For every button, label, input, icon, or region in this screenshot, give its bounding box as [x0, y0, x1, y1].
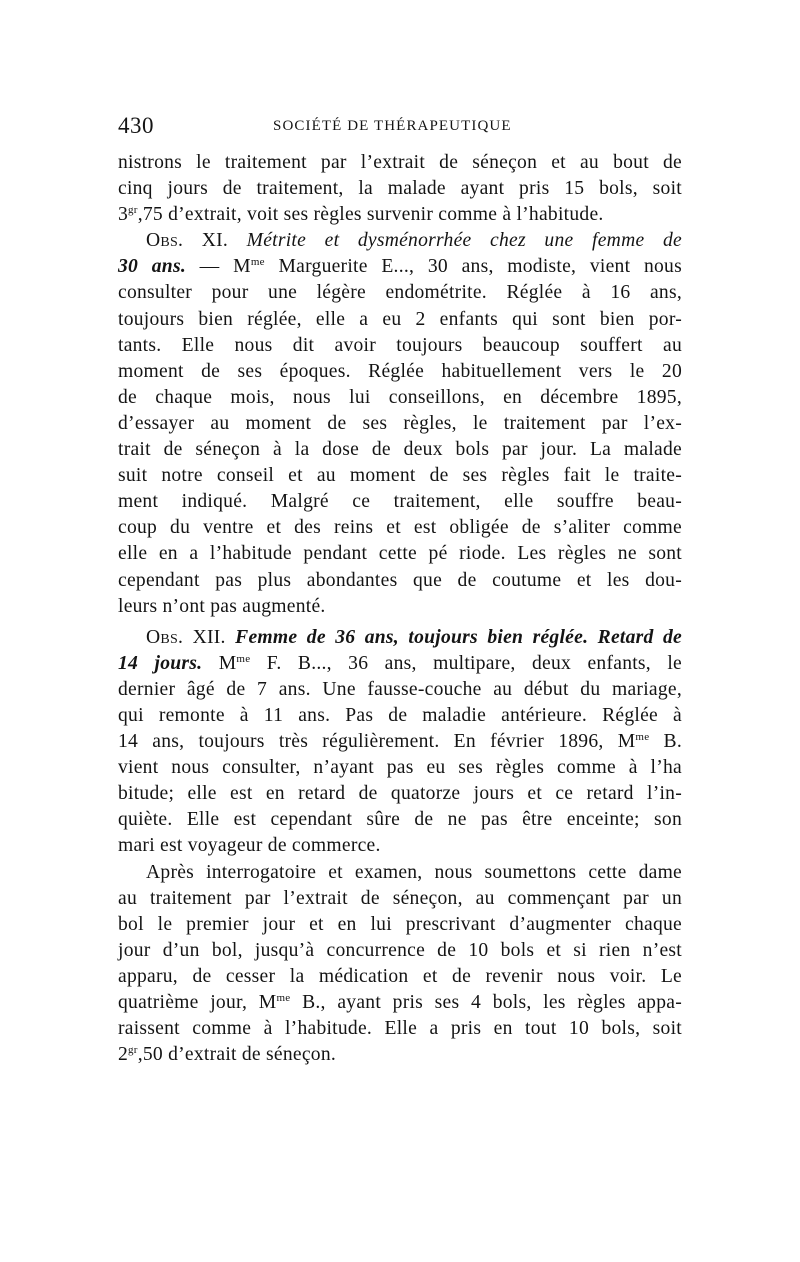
obs-title: Métrite et dysménorrhée chez une femme de: [246, 230, 682, 252]
text-line: jour d’un bol, jusqu’à concurrence de 10 bols et si rien n’est: [118, 939, 682, 961]
text-line: [118, 202, 682, 228]
text-line: mari est voyageur de commerce.: [118, 835, 381, 857]
text-line: consulter pour une légère endométrite. Réglée à 16 ans,: [118, 282, 682, 304]
text-line: dernier âgé de 7 ans. Une fausse-couche au début du mariage,: [118, 678, 682, 700]
observation-xi: [118, 228, 682, 619]
text-fragment: — $M^{me}$ Marguerite E..., 30 ans, modiste, vient nous: [199, 256, 682, 278]
text-line: toujours bien réglée, elle a eu 2 enfants qui sont bien por-: [118, 308, 682, 330]
text-line: trait de séneçon à la dose de deux bols par jour. La malade: [118, 439, 682, 461]
text-line: cinq jours de traitement, la malade ayant pris 15 bols, soit: [118, 178, 682, 200]
text-line: vient nous consulter, n’ayant pas eu ses règles comme à l’ha: [118, 757, 682, 779]
text-fragment: $3^{gr},75$ d’extrait, voit ses règles survenir comme à l’habitude.: [118, 204, 604, 226]
page-header: [118, 113, 682, 145]
text-line: suit notre conseil et au moment de ses règles fait le traite-: [118, 465, 682, 487]
text-line: Après interrogatoire et examen, nous soumettons cette dame: [146, 861, 682, 883]
page-number: 430: [118, 113, 154, 138]
obs-title-cont: 30 ans.: [118, 256, 186, 278]
text-line: raissent comme à l’habitude. Elle a pris en tout 10 bols, soit: [118, 1018, 682, 1040]
text-line: moment de ses époques. Réglée habituellement vers le 20: [118, 360, 682, 382]
text-line: bol le premier jour et en lui prescrivant d’augmenter chaque: [118, 913, 682, 935]
text-line: ment indiqué. Malgré ce traitement, elle souffre beau-: [118, 491, 682, 513]
text-line: d’essayer au moment de ses règles, le traitement par l’ex-: [118, 412, 682, 434]
paragraph-treatment: [118, 860, 682, 1069]
body-text: [118, 150, 682, 1068]
text-line: leurs n’ont pas augmenté.: [118, 595, 326, 617]
text-line: 14 ans, toujours très régulièrement. En février 1896, $M^{me}$ B.: [118, 731, 682, 753]
observation-xii: [118, 625, 682, 860]
paragraph-continuation: [118, 150, 682, 228]
text-line: nistrons le traitement par l’extrait de séneçon et au bout de: [118, 152, 682, 173]
text-line: de chaque mois, nous lui conseillons, en décembre 1895,: [118, 386, 682, 408]
text-line: tants. Elle nous dit avoir toujours beaucoup souffert au: [118, 334, 682, 356]
running-title: SOCIÉTÉ DE THÉRAPEUTIQUE: [273, 118, 512, 134]
obs-label: Obs. XI.: [146, 230, 229, 252]
obs-label: Obs. XII.: [146, 626, 226, 648]
text-line: apparu, de cesser la médication et de revenir nous voir. Le: [118, 965, 682, 987]
text-line: cependant pas plus abondantes que de coutume et les dou-: [118, 569, 682, 591]
obs-heading-line: [118, 228, 682, 254]
text-line: qui remonte à 11 ans. Pas de maladie antérieure. Réglée à: [118, 704, 682, 726]
text-line: [118, 651, 682, 677]
obs-title: Femme de 36 ans, toujours bien réglée. Retard de: [235, 626, 683, 648]
text-fragment: $M^{me}$ F. B..., 36 ans, multipare, deux enfants, le: [218, 652, 682, 674]
text-line: quiète. Elle est cependant sûre de ne pas être enceinte; son: [118, 809, 682, 831]
text-line: $2^{gr},50$ d’extrait de séneçon.: [118, 1044, 337, 1066]
obs-heading-line: [118, 625, 682, 651]
text-line: elle en a l’habitude pendant cette pé riode. Les règles ne sont: [118, 543, 682, 565]
text-line: au traitement par l’extrait de séneçon, au commençant par un: [118, 887, 682, 909]
text-line: coup du ventre et des reins et est obligée de s’aliter comme: [118, 517, 682, 539]
obs-title-cont: 14 jours.: [118, 652, 203, 674]
text-line: quatrième jour, $M^{me}$ B., ayant pris ses 4 bols, les règles appa-: [118, 992, 683, 1013]
text-line: [118, 254, 682, 280]
text-line: bitude; elle est en retard de quatorze jours et ce retard l’in-: [118, 783, 682, 805]
